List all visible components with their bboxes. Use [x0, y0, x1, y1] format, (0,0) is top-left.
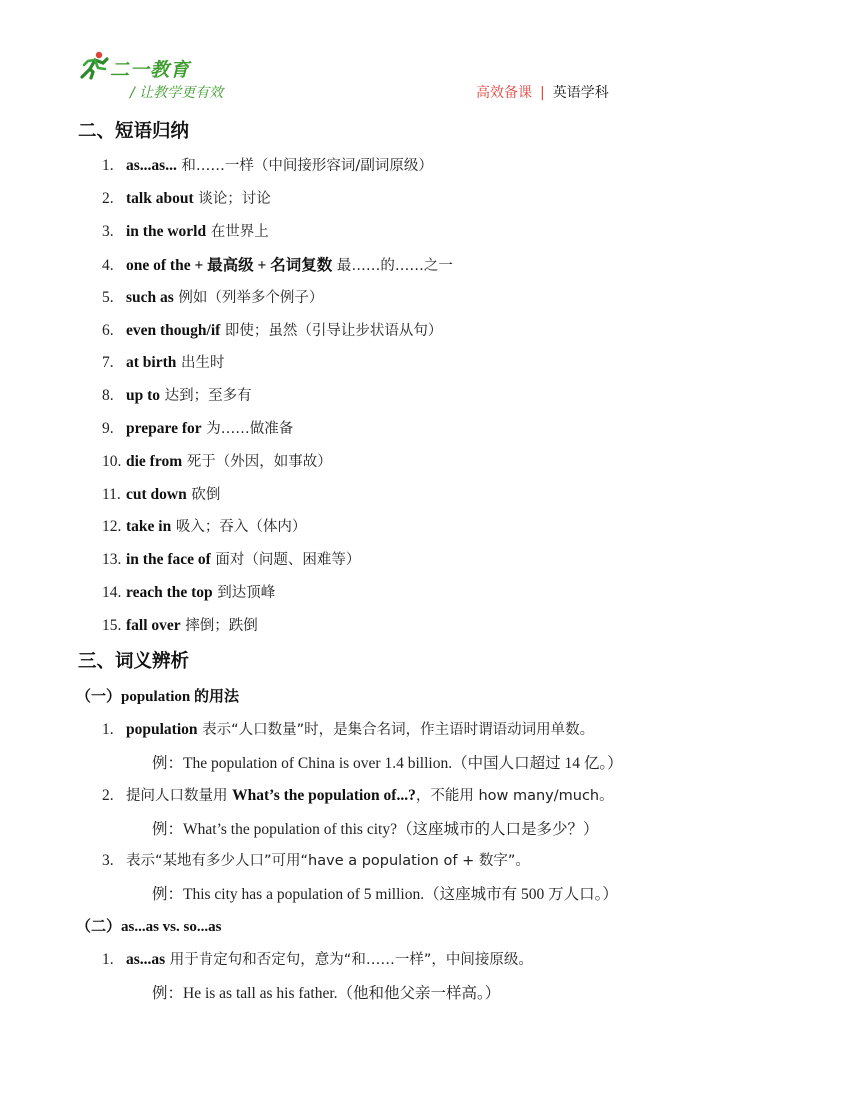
- example-sentence: 例：What’s the population of this city?（这座城市的人口是多少？）: [152, 821, 599, 838]
- page-header: [0, 0, 860, 110]
- phrase-term: as...as...: [126, 157, 177, 174]
- rule-text: 表示“人口数量”时，是集合名词，作主语时谓语动词用单数。: [197, 722, 595, 738]
- phrase-item: [102, 253, 453, 275]
- phrase-meaning: 出生时: [176, 355, 225, 371]
- item-number: 15.: [102, 617, 122, 634]
- logo-text: 二一教育: [110, 59, 191, 81]
- item-number: 1.: [102, 951, 114, 968]
- phrase-meaning: 砍倒: [186, 487, 221, 503]
- rule-term: What’s the population of...?: [232, 787, 416, 804]
- item-number: 4.: [102, 257, 114, 274]
- phrase-meaning: 即使；虽然（引导让步状语从句）: [220, 323, 443, 339]
- section-heading-phrases: 二、短语归纳: [78, 121, 190, 142]
- phrase-item: [102, 154, 433, 175]
- phrase-meaning: 达到；至多有: [160, 388, 252, 404]
- item-number: 3.: [102, 852, 114, 869]
- phrase-term: such as: [126, 289, 174, 306]
- phrase-meaning: 面对（问题、困难等）: [210, 552, 361, 568]
- slogan: / 让教学更有效: [130, 85, 224, 101]
- example-sentence: 例：He is as tall as his father.（他和他父亲一样高。）: [152, 985, 501, 1002]
- phrase-term: die from: [126, 453, 183, 470]
- phrase-meaning: 死于（外因，如事故）: [182, 454, 332, 470]
- rule-text-post: ，不能用 how many/much。: [415, 788, 614, 804]
- section-heading-word-analysis: 三、词义辨析: [78, 651, 190, 672]
- phrase-meaning: 和……一样（中间接形容词/副词原级）: [176, 158, 433, 174]
- rule-term: as...as: [126, 951, 166, 968]
- rule-item: [102, 948, 533, 969]
- header-label-subject: 英语学科: [552, 85, 609, 101]
- phrase-item: [102, 548, 360, 569]
- rule-text-pre: 提问人口数量用: [126, 788, 233, 804]
- phrase-item: [102, 319, 442, 340]
- rule-text: 表示“某地有多少人口”可用“have a population of + 数字”。: [126, 853, 530, 869]
- phrase-meaning: 到达顶峰: [212, 585, 276, 601]
- rule-term: population: [126, 721, 198, 738]
- phrase-term: take in: [126, 518, 172, 535]
- phrase-meaning: 在世界上: [206, 224, 269, 240]
- phrase-term: talk about: [126, 190, 194, 207]
- subsection-heading-population: （一）population 的用法: [76, 689, 239, 705]
- header-separator: |: [540, 85, 545, 101]
- item-number: 2.: [102, 190, 114, 207]
- phrase-item: [102, 483, 220, 504]
- item-number: 14.: [102, 584, 122, 601]
- phrase-term: cut down: [126, 486, 187, 503]
- phrase-item: [102, 581, 275, 602]
- rule-item: [102, 849, 530, 870]
- phrase-term: in the world: [126, 223, 207, 240]
- runner-icon: [78, 50, 110, 80]
- header-right: [476, 82, 609, 102]
- phrase-item: [102, 384, 252, 405]
- phrase-meaning: 为……做准备: [201, 421, 294, 437]
- item-number: 11.: [102, 486, 121, 503]
- item-number: 2.: [102, 787, 114, 804]
- phrase-item: [102, 286, 323, 307]
- item-number: 12.: [102, 518, 122, 535]
- item-number: 6.: [102, 322, 114, 339]
- phrase-term: one of the + 最高级 + 名词复数: [126, 257, 333, 274]
- phrase-term: up to: [126, 387, 161, 404]
- example-sentence: 例：This city has a population of 5 million.（这座城市有 500 万人口。）: [152, 886, 618, 903]
- item-number: 3.: [102, 223, 114, 240]
- phrase-meaning: 摔倒；跌倒: [180, 618, 258, 634]
- phrase-meaning: 谈论；讨论: [193, 191, 271, 207]
- phrase-term: in the face of: [126, 551, 211, 568]
- logo: [78, 50, 198, 84]
- phrase-item: [102, 220, 269, 241]
- header-label-lesson: 高效备课: [476, 85, 532, 101]
- rule-item: [102, 784, 614, 805]
- item-number: 5.: [102, 289, 114, 306]
- phrase-item: [102, 515, 306, 536]
- phrase-meaning: 最……的……之一: [332, 258, 453, 274]
- phrase-item: [102, 417, 293, 438]
- phrase-term: even though/if: [126, 322, 221, 339]
- phrase-meaning: 例如（列举多个例子）: [173, 290, 324, 306]
- phrase-term: prepare for: [126, 420, 202, 437]
- example-sentence: 例：The population of China is over 1.4 billion.（中国人口超过 14 亿。）: [152, 755, 623, 772]
- item-number: 8.: [102, 387, 114, 404]
- item-number: 1.: [102, 157, 114, 174]
- item-number: 9.: [102, 420, 114, 437]
- phrase-item: [102, 450, 332, 471]
- phrase-item: [102, 187, 271, 208]
- item-number: 7.: [102, 354, 114, 371]
- item-number: 13.: [102, 551, 122, 568]
- phrase-term: reach the top: [126, 584, 213, 601]
- rule-item: [102, 718, 594, 739]
- item-number: 10.: [102, 453, 122, 470]
- phrase-item: [102, 351, 224, 372]
- phrase-term: fall over: [126, 617, 181, 634]
- phrase-item: [102, 614, 258, 635]
- phrase-meaning: 吸入；吞入（体内）: [171, 519, 307, 535]
- item-number: 1.: [102, 721, 114, 738]
- phrase-term: at birth: [126, 354, 177, 371]
- subsection-heading-as-as: （二）as...as vs. so...as: [76, 919, 222, 935]
- rule-text: 用于肯定句和否定句，意为“和……一样”，中间接原级。: [165, 952, 533, 968]
